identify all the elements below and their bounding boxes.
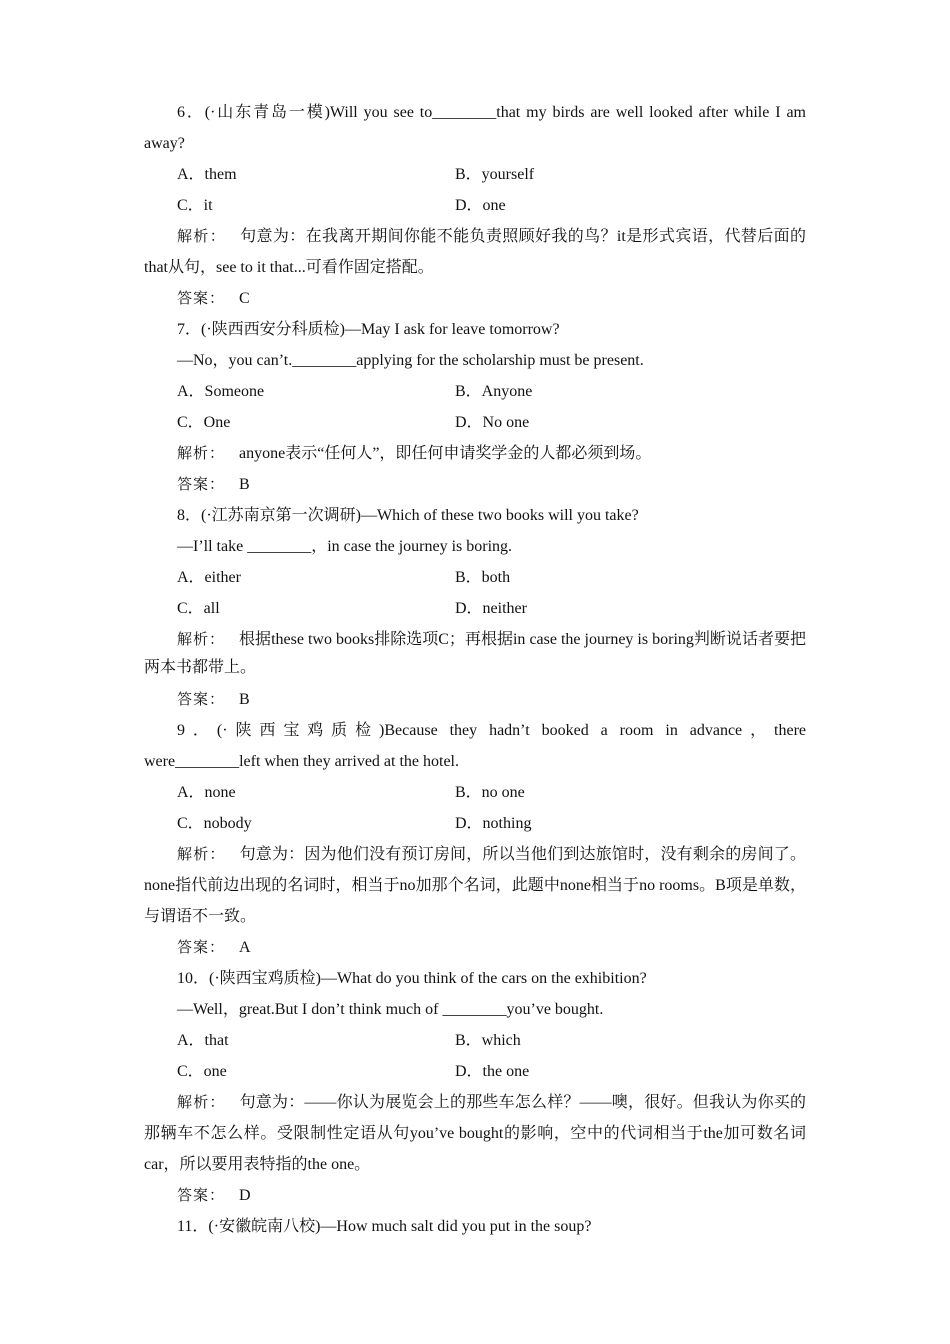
answer-label: 答案：: [177, 690, 226, 708]
answer-value: D: [239, 1187, 251, 1204]
option-d: D．nothing: [455, 815, 532, 832]
answer-label: 答案：: [177, 475, 226, 493]
question-11-stem: 11．(·安徽皖南八校)—How much salt did you put in the soup?: [177, 1218, 592, 1235]
question-10-answer: [144, 1180, 806, 1211]
option-d: D．one: [455, 197, 506, 214]
question-9-analysis: [144, 839, 806, 932]
question-6-options-2: [144, 190, 806, 221]
question-9-stem-cont: were________left when they arrived at the hotel.: [144, 753, 459, 770]
answer-label: 答案：: [177, 938, 226, 956]
answer-label: 答案：: [177, 1186, 226, 1204]
question-7-analysis: [144, 438, 806, 469]
analysis-label: 解析：: [177, 444, 226, 462]
option-a: A．that: [177, 1032, 229, 1049]
option-c: C．nobody: [177, 815, 252, 832]
analysis-text: anyone表示“任何人”，即任何申请奖学金的人都必须到场。: [239, 445, 652, 462]
analysis-label: 解析：: [177, 227, 227, 245]
question-6-answer: [144, 283, 806, 314]
analysis-label: 解析：: [177, 1093, 226, 1111]
option-b: B．Anyone: [455, 383, 533, 400]
question-7-answer: [144, 469, 806, 500]
analysis-text: 句意为：——你认为展览会上的那些车怎么样？——噢，很好。但我认为你买的那辆车不怎么样。受限制性定语从句you’ve bought的影响，空中的代词相当于the加可数名词car，所以要用表特指的the one。: [144, 1094, 806, 1173]
question-10-stem-cont: —Well，great.But I don’t think much of ________you’ve bought.: [177, 1001, 604, 1018]
option-b: B．which: [455, 1032, 521, 1049]
question-10-analysis: [144, 1087, 806, 1180]
question-10-stem: 10．(·陕西宝鸡质检)—What do you think of the cars on the exhibition?: [177, 970, 647, 987]
option-d: D．neither: [455, 600, 527, 617]
question-7-options-2: [144, 407, 806, 438]
option-d: D．No one: [455, 414, 530, 431]
question-10-options-2: [144, 1056, 806, 1087]
analysis-label: 解析：: [177, 845, 226, 863]
option-b: B．yourself: [455, 166, 535, 183]
analysis-text: 句意为：因为他们没有预订房间，所以当他们到达旅馆时，没有剩余的房间了。none指代前边出现的名词时，相当于no加那个名词，此题中none相当于no rooms。B项是单数，与谓语不一致。: [144, 846, 806, 925]
answer-value: A: [239, 939, 251, 956]
question-7-stem-cont: —No，you can’t.________applying for the scholarship must be present.: [177, 352, 644, 369]
option-a: A．Someone: [177, 383, 265, 400]
option-c: C．it: [177, 197, 213, 214]
option-c: C．one: [177, 1063, 227, 1080]
question-8-options-2: [144, 593, 806, 624]
option-c: C．all: [177, 600, 220, 617]
analysis-text: 句意为：在我离开期间你能不能负责照顾好我的鸟？it是形式宾语，代替后面的that从句，see to it that...可看作固定搭配。: [144, 228, 806, 276]
question-6-analysis: [144, 221, 806, 283]
question-9-options: [144, 777, 806, 808]
question-6-stem-cont: away?: [144, 135, 185, 152]
question-8-options: [144, 562, 806, 593]
option-b: B．both: [455, 569, 511, 586]
question-6-stem: 6．(·山东青岛一模)Will you see to________that my birds are well looked after while I am: [177, 104, 806, 121]
document-page: [144, 97, 806, 1242]
question-8-stem: 8．(·江苏南京第一次调研)—Which of these two books will you take?: [177, 507, 639, 524]
option-d: D．the one: [455, 1063, 530, 1080]
question-8-analysis: [144, 624, 806, 684]
answer-label: 答案：: [177, 289, 226, 307]
question-8-stem-cont: —I’ll take ________，in case the journey is boring.: [177, 538, 513, 555]
analysis-label: 解析：: [177, 630, 226, 648]
analysis-text: 根据these two books排除选项C；再根据in case the journey is boring判断说话者要把两本书都带上。: [144, 631, 806, 676]
question-6-options: [144, 159, 806, 190]
question-9-answer: [144, 932, 806, 963]
answer-value: B: [239, 691, 250, 708]
question-9-stem: 9．(·陕西宝鸡质检)Because they hadn’t booked a room in advance，there: [177, 722, 806, 739]
option-c: C．One: [177, 414, 231, 431]
question-8-answer: [144, 684, 806, 715]
question-10-options: [144, 1025, 806, 1056]
question-7-options: [144, 376, 806, 407]
answer-value: B: [239, 476, 250, 493]
option-a: A．none: [177, 784, 236, 801]
answer-value: C: [239, 290, 250, 307]
option-a: A．either: [177, 569, 241, 586]
question-9-options-2: [144, 808, 806, 839]
option-b: B．no one: [455, 784, 525, 801]
question-7-stem: 7．(·陕西西安分科质检)—May I ask for leave tomorrow?: [177, 321, 560, 338]
option-a: A．them: [177, 166, 237, 183]
